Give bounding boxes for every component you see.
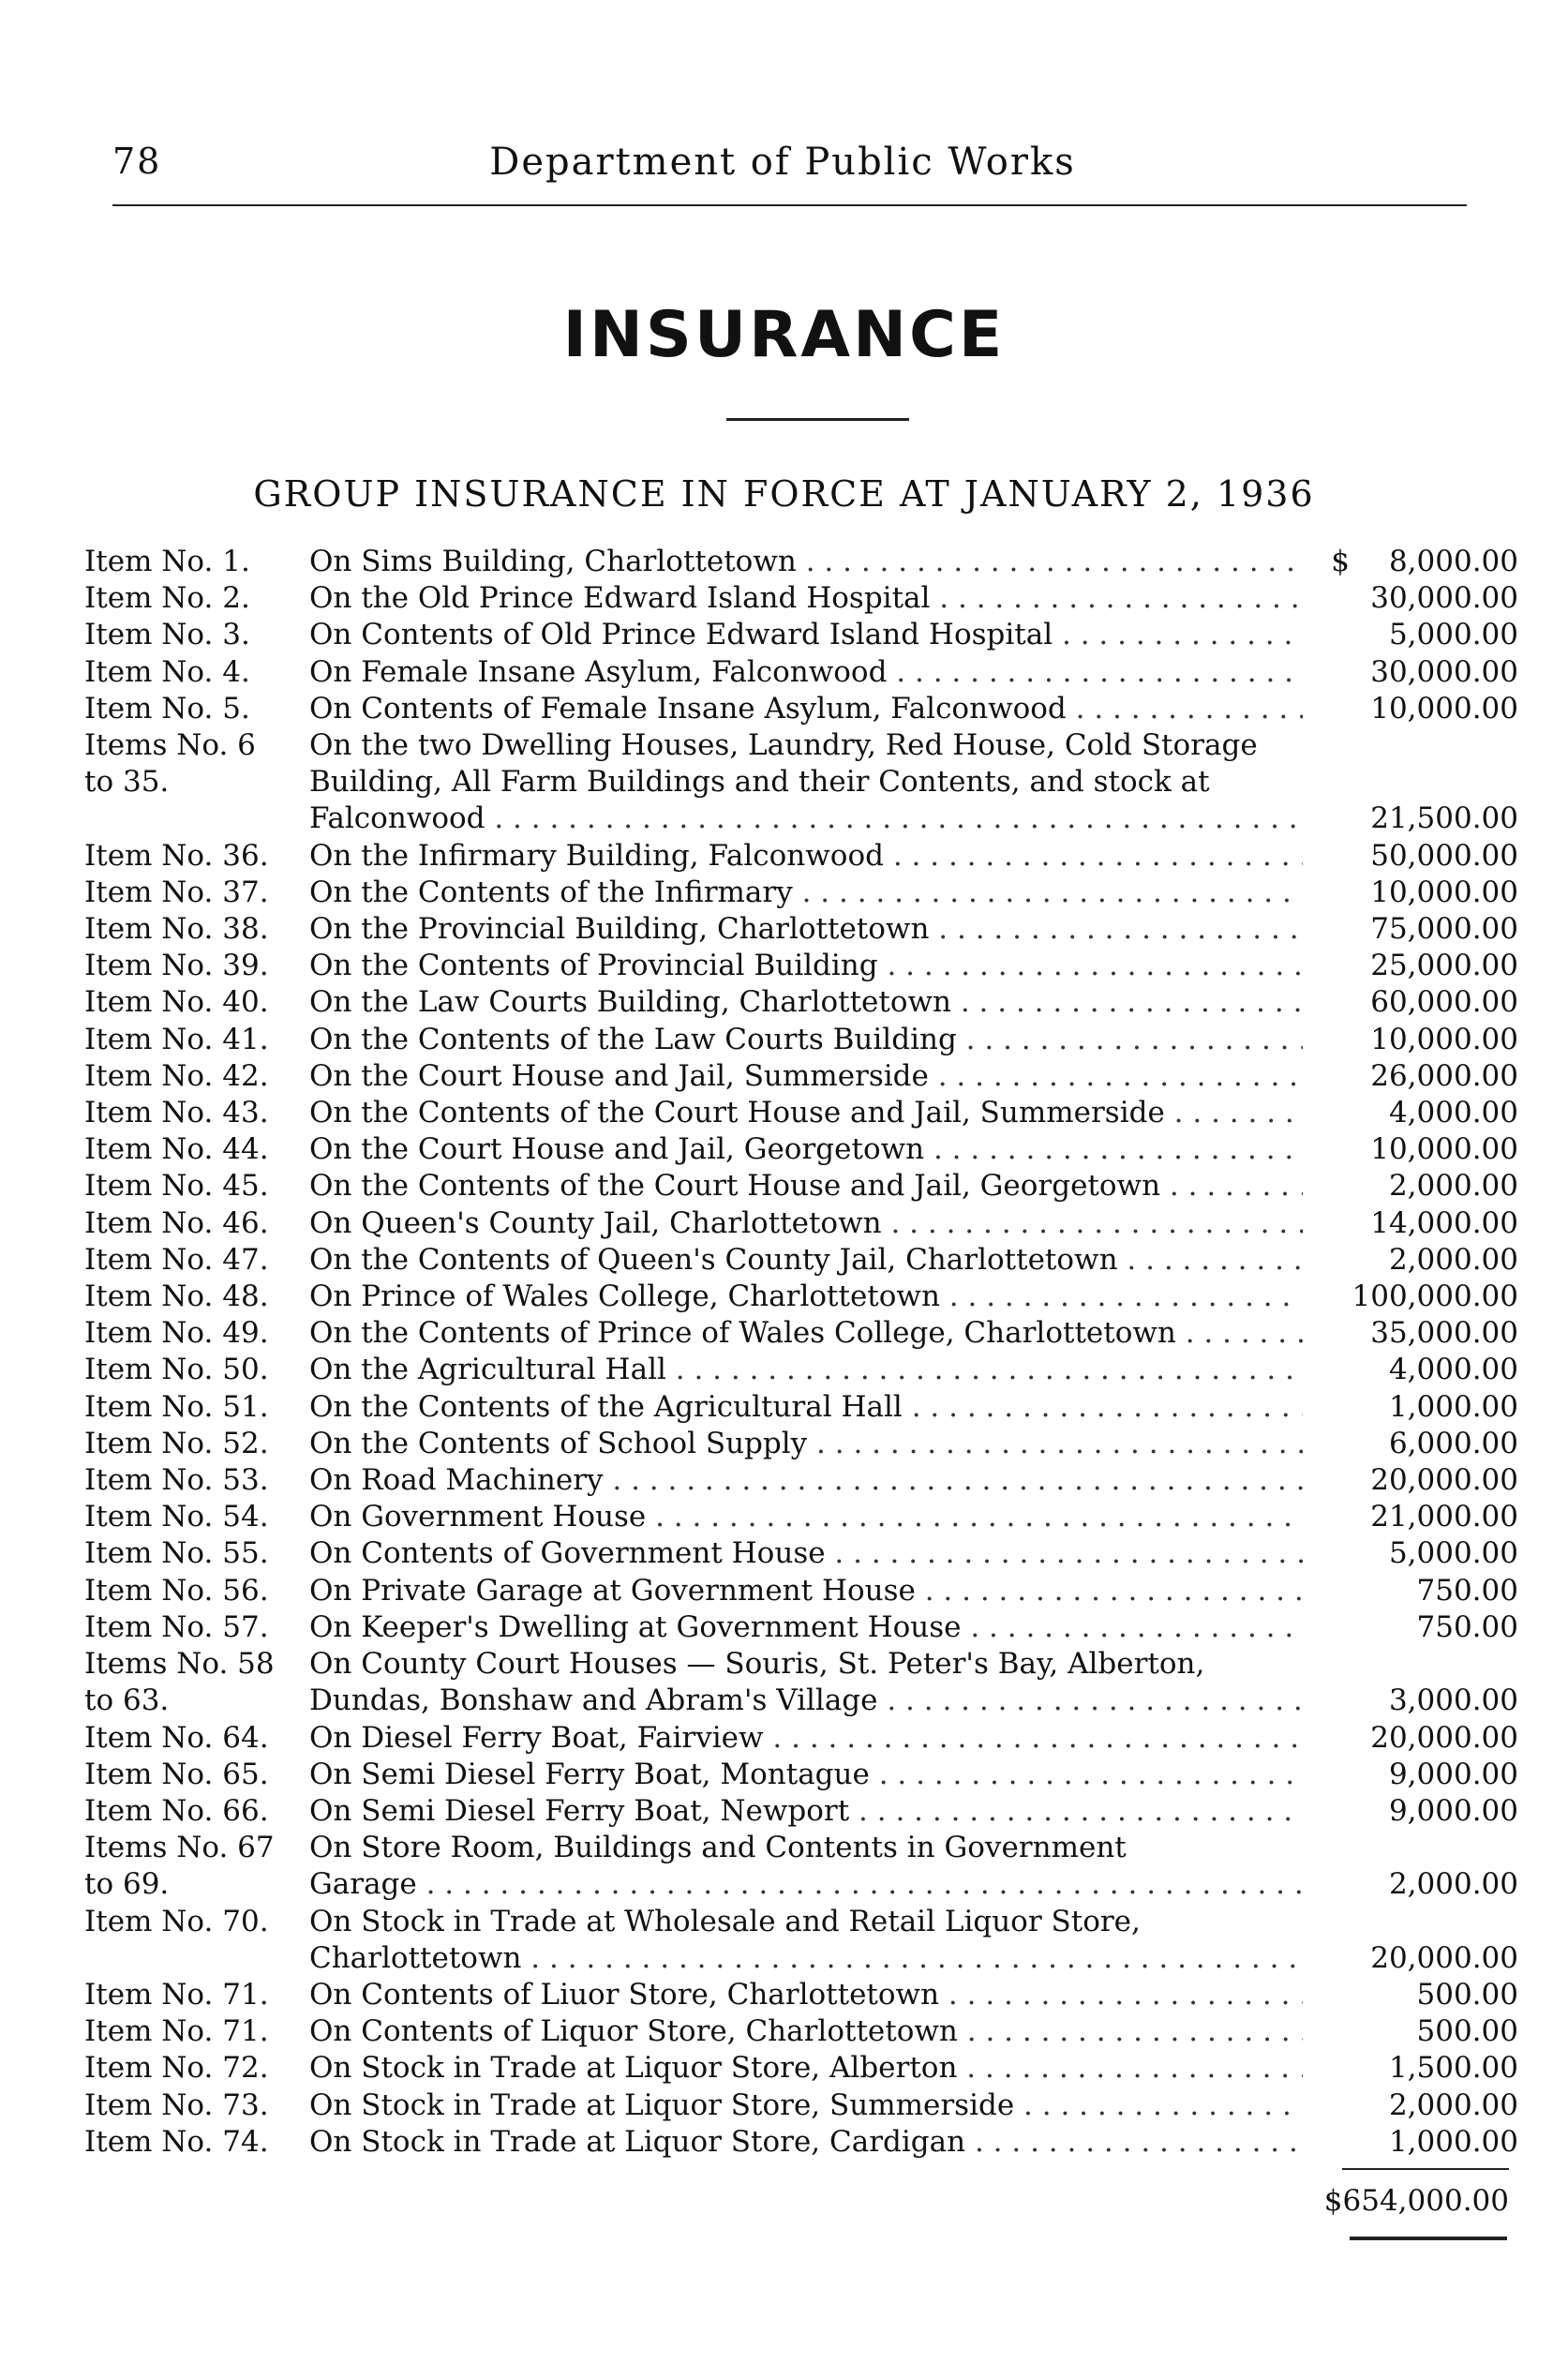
item-description: On the Infirmary Building, Falconwood . . . — [309, 838, 1303, 875]
item-row — [84, 1315, 1518, 1352]
item-number: Item No. 2. — [84, 581, 250, 616]
item-description: On Store Room, Buildings and Contents in Government — [309, 1831, 1127, 1865]
item-amount: 2,000.00 — [1388, 1242, 1518, 1277]
item-amount: 30,000.00 — [1370, 654, 1518, 689]
item-amount: 14,000.00 — [1370, 1205, 1518, 1240]
section-title: INSURANCE — [562, 298, 1006, 372]
item-number: Item No. 71. — [84, 2014, 269, 2049]
item-row — [84, 1426, 1518, 1462]
item-row — [84, 1168, 1518, 1204]
item-amount: 21,500.00 — [1370, 801, 1518, 836]
item-number: Item No. 57. — [84, 1609, 269, 1644]
item-row — [84, 764, 1518, 800]
item-row — [84, 727, 1518, 764]
item-amount: 4,000.00 — [1388, 1096, 1518, 1130]
item-description: On Stock in Trade at Liquor Store, Alberton . . . — [309, 2050, 1303, 2087]
item-row — [84, 1131, 1518, 1168]
item-description: On Stock in Trade at Wholesale and Retail Liquor Store, — [309, 1904, 1141, 1938]
item-description: On the Contents of Queen's County Jail, Charlottetown . . . — [309, 1242, 1303, 1279]
item-description: On Road Machinery . . . — [309, 1462, 1303, 1499]
item-amount: 60,000.00 — [1370, 985, 1518, 1020]
item-number: Item No. 45. — [84, 1169, 269, 1204]
item-description: On Stock in Trade at Liquor Store, Cardigan . . . — [309, 2124, 1303, 2161]
item-amount: 2,000.00 — [1388, 1169, 1518, 1204]
item-row — [84, 617, 1518, 653]
item-number: Item No. 38. — [84, 912, 269, 947]
item-row — [84, 1279, 1518, 1315]
item-row — [84, 1389, 1518, 1426]
item-description: On the Contents of the Infirmary . . . — [309, 875, 1303, 911]
item-row — [84, 1095, 1518, 1131]
item-number: Item No. 73. — [84, 2087, 269, 2122]
item-row — [84, 1940, 1518, 1977]
item-number: Item No. 41. — [84, 1022, 269, 1056]
grand-total: $654,000.00 — [1323, 2184, 1509, 2218]
insurance-item-list — [84, 544, 1518, 2161]
item-row — [84, 1462, 1518, 1499]
item-number: Item No. 72. — [84, 2051, 269, 2086]
item-amount: 750.00 — [1416, 1573, 1518, 1608]
item-number: Item No. 46. — [84, 1205, 269, 1240]
item-number: Item No. 48. — [84, 1279, 269, 1314]
item-row — [84, 2050, 1518, 2087]
item-description: On the Law Courts Building, Charlottetown . . . — [309, 984, 1303, 1021]
item-description: On Contents of Liuor Store, Charlottetown . . . — [309, 1977, 1303, 2013]
item-description: On Stock in Trade at Liquor Store, Summerside . . . — [309, 2087, 1303, 2124]
item-row — [84, 2013, 1518, 2050]
item-number: Item No. 43. — [84, 1096, 269, 1130]
item-number: Item No. 54. — [84, 1500, 269, 1534]
item-description: On Private Garage at Government House . . . — [309, 1573, 1303, 1609]
item-description: On Keeper's Dwelling at Government House . . . — [309, 1609, 1303, 1646]
item-description: Dundas, Bonshaw and Abram's Village . . . — [309, 1683, 1303, 1719]
item-row — [84, 1499, 1518, 1535]
item-amount: 5,000.00 — [1388, 1536, 1518, 1571]
item-amount: 50,000.00 — [1370, 838, 1518, 873]
item-amount: 1,000.00 — [1388, 2124, 1518, 2159]
total-double-rule — [1350, 2237, 1507, 2240]
item-description: Garage . . . — [309, 1866, 1303, 1903]
item-number: Item No. 64. — [84, 1720, 269, 1755]
item-amount: 5,000.00 — [1388, 618, 1518, 652]
item-number: Item No. 49. — [84, 1316, 269, 1351]
item-number: Item No. 4. — [84, 654, 250, 689]
item-row — [84, 1757, 1518, 1793]
item-description: On Contents of Old Prince Edward Island Hospital . . . — [309, 617, 1303, 653]
item-number: Item No. 42. — [84, 1058, 269, 1093]
item-row — [84, 1720, 1518, 1757]
item-amount: 10,000.00 — [1370, 875, 1518, 909]
item-row — [84, 691, 1518, 727]
item-amount: 10,000.00 — [1370, 691, 1518, 726]
item-amount: 1,000.00 — [1388, 1389, 1518, 1424]
item-amount: 20,000.00 — [1370, 1720, 1518, 1755]
item-row — [84, 2124, 1518, 2161]
item-description: On Contents of Female Insane Asylum, Falconwood . . . — [309, 691, 1303, 727]
item-row — [84, 1904, 1518, 1940]
item-description: On Diesel Ferry Boat, Fairview . . . — [309, 1720, 1303, 1757]
item-number: Item No. 70. — [84, 1904, 269, 1938]
item-row — [84, 1683, 1518, 1719]
item-description: On Contents of Government House . . . — [309, 1535, 1303, 1572]
item-description: On Prince of Wales College, Charlottetown . . . — [309, 1279, 1303, 1315]
item-row — [84, 1609, 1518, 1646]
item-description: On the Contents of Prince of Wales College, Charlottetown . . . — [309, 1315, 1303, 1352]
item-row — [84, 1793, 1518, 1830]
item-amount: 500.00 — [1416, 1977, 1518, 2012]
item-description: On the two Dwelling Houses, Laundry, Red House, Cold Storage — [309, 728, 1258, 763]
item-number: Item No. 51. — [84, 1389, 269, 1424]
item-row — [84, 838, 1518, 875]
item-number: to 35. — [84, 765, 170, 800]
item-description: On Government House . . . — [309, 1499, 1303, 1535]
item-description: On the Court House and Jail, Summerside . . . — [309, 1058, 1303, 1095]
item-row — [84, 984, 1518, 1021]
item-description: On Queen's County Jail, Charlottetown . . . — [309, 1205, 1303, 1242]
item-description: On County Court Houses — Souris, St. Peter's Bay, Alberton, — [309, 1647, 1205, 1682]
item-amount: 20,000.00 — [1370, 1940, 1518, 1975]
item-row — [84, 875, 1518, 911]
item-row — [84, 1535, 1518, 1572]
item-number: Item No. 44. — [84, 1132, 269, 1167]
item-description: On the Contents of the Court House and Jail, Georgetown . . . — [309, 1168, 1303, 1204]
item-amount: 35,000.00 — [1370, 1316, 1518, 1351]
item-amount: 75,000.00 — [1370, 912, 1518, 947]
item-row — [84, 544, 1518, 580]
item-row — [84, 1866, 1518, 1903]
item-number: Item No. 66. — [84, 1793, 269, 1828]
item-amount: 2,000.00 — [1388, 2087, 1518, 2122]
item-number: Item No. 50. — [84, 1353, 269, 1387]
item-number: Item No. 1. — [84, 545, 250, 578]
item-number: Items No. 6 — [84, 728, 256, 763]
item-number: Item No. 36. — [84, 838, 269, 873]
running-head — [112, 141, 1453, 197]
item-number: Item No. 37. — [84, 875, 269, 909]
item-description: On Semi Diesel Ferry Boat, Newport . . . — [309, 1793, 1303, 1830]
item-row — [84, 1058, 1518, 1095]
item-number: Item No. 65. — [84, 1757, 269, 1791]
item-description: On the Contents of School Supply . . . — [309, 1426, 1303, 1462]
item-description: On the Old Prince Edward Island Hospital . . . — [309, 580, 1303, 617]
item-amount: 2,000.00 — [1388, 1867, 1518, 1902]
item-amount: 10,000.00 — [1370, 1132, 1518, 1167]
item-number: to 63. — [84, 1683, 170, 1718]
item-number: Item No. 47. — [84, 1242, 269, 1277]
item-description: On the Agricultural Hall . . . — [309, 1352, 1303, 1388]
item-row — [84, 1352, 1518, 1388]
currency-symbol: $ — [1331, 545, 1350, 578]
item-row — [84, 1573, 1518, 1609]
item-row — [84, 1830, 1518, 1866]
item-row — [84, 800, 1518, 837]
item-description: On Contents of Liquor Store, Charlottetown . . . — [309, 2013, 1303, 2050]
item-row — [84, 911, 1518, 948]
page-number: 78 — [112, 141, 162, 182]
item-number: Items No. 67 — [84, 1831, 275, 1865]
item-description: On the Contents of the Court House and Jail, Summerside . . . — [309, 1095, 1303, 1131]
item-description: On the Provincial Building, Charlottetown . . . — [309, 911, 1303, 948]
item-number: Item No. 5. — [84, 691, 250, 726]
item-row — [84, 1977, 1518, 2013]
item-row — [84, 580, 1518, 617]
item-row — [84, 1205, 1518, 1242]
item-amount: 21,000.00 — [1370, 1500, 1518, 1534]
item-amount: 6,000.00 — [1388, 1426, 1518, 1460]
item-row — [84, 2087, 1518, 2124]
item-amount: 9,000.00 — [1388, 1757, 1518, 1791]
item-description: On Sims Building, Charlottetown . . . — [309, 544, 1303, 580]
item-number: Item No. 56. — [84, 1573, 269, 1608]
title-rule — [726, 418, 909, 421]
item-amount: 500.00 — [1416, 2014, 1518, 2049]
item-number: Item No. 55. — [84, 1536, 269, 1571]
item-amount: 25,000.00 — [1370, 949, 1518, 983]
item-amount: 10,000.00 — [1370, 1022, 1518, 1056]
section-subtitle: GROUP INSURANCE IN FORCE AT JANUARY 2, 1936 — [253, 473, 1315, 515]
item-number: Item No. 52. — [84, 1426, 269, 1460]
item-number: to 69. — [84, 1867, 170, 1902]
item-row — [84, 1022, 1518, 1058]
item-amount: 20,000.00 — [1370, 1463, 1518, 1498]
item-number: Item No. 3. — [84, 618, 250, 652]
item-description: On Female Insane Asylum, Falconwood . . . — [309, 654, 1303, 691]
item-description: On the Contents of Provincial Building . . . — [309, 948, 1303, 984]
item-number: Item No. 39. — [84, 949, 269, 983]
item-description: On the Court House and Jail, Georgetown . . . — [309, 1131, 1303, 1168]
running-title: Department of Public Works — [489, 141, 1076, 184]
item-number: Item No. 74. — [84, 2124, 269, 2159]
item-description: On the Contents of the Law Courts Building . . . — [309, 1022, 1303, 1058]
item-amount: 8,000.00 — [1388, 545, 1518, 578]
item-row — [84, 654, 1518, 691]
item-number: Items No. 58 — [84, 1647, 275, 1682]
header-rule — [112, 204, 1467, 206]
item-amount: 100,000.00 — [1351, 1279, 1518, 1314]
item-row — [84, 1242, 1518, 1279]
item-number: Item No. 53. — [84, 1463, 269, 1498]
total-rule — [1342, 2168, 1509, 2170]
item-number: Item No. 40. — [84, 985, 269, 1020]
item-row — [84, 1646, 1518, 1683]
item-amount: 9,000.00 — [1388, 1793, 1518, 1828]
item-description: On the Contents of the Agricultural Hall . . . — [309, 1389, 1303, 1426]
item-description: Falconwood . . . — [309, 800, 1303, 837]
item-row — [84, 948, 1518, 984]
item-description: Charlottetown . . . — [309, 1940, 1303, 1977]
item-number: Item No. 71. — [84, 1977, 269, 2012]
item-amount: 1,500.00 — [1388, 2051, 1518, 2086]
item-amount: 30,000.00 — [1370, 581, 1518, 616]
item-description: On Semi Diesel Ferry Boat, Montague . . . — [309, 1757, 1303, 1793]
item-amount: 26,000.00 — [1370, 1058, 1518, 1093]
item-amount: 4,000.00 — [1388, 1353, 1518, 1387]
item-amount: 750.00 — [1416, 1609, 1518, 1644]
item-description: Building, All Farm Buildings and their Contents, and stock at — [309, 765, 1210, 800]
item-amount: 3,000.00 — [1388, 1683, 1518, 1718]
